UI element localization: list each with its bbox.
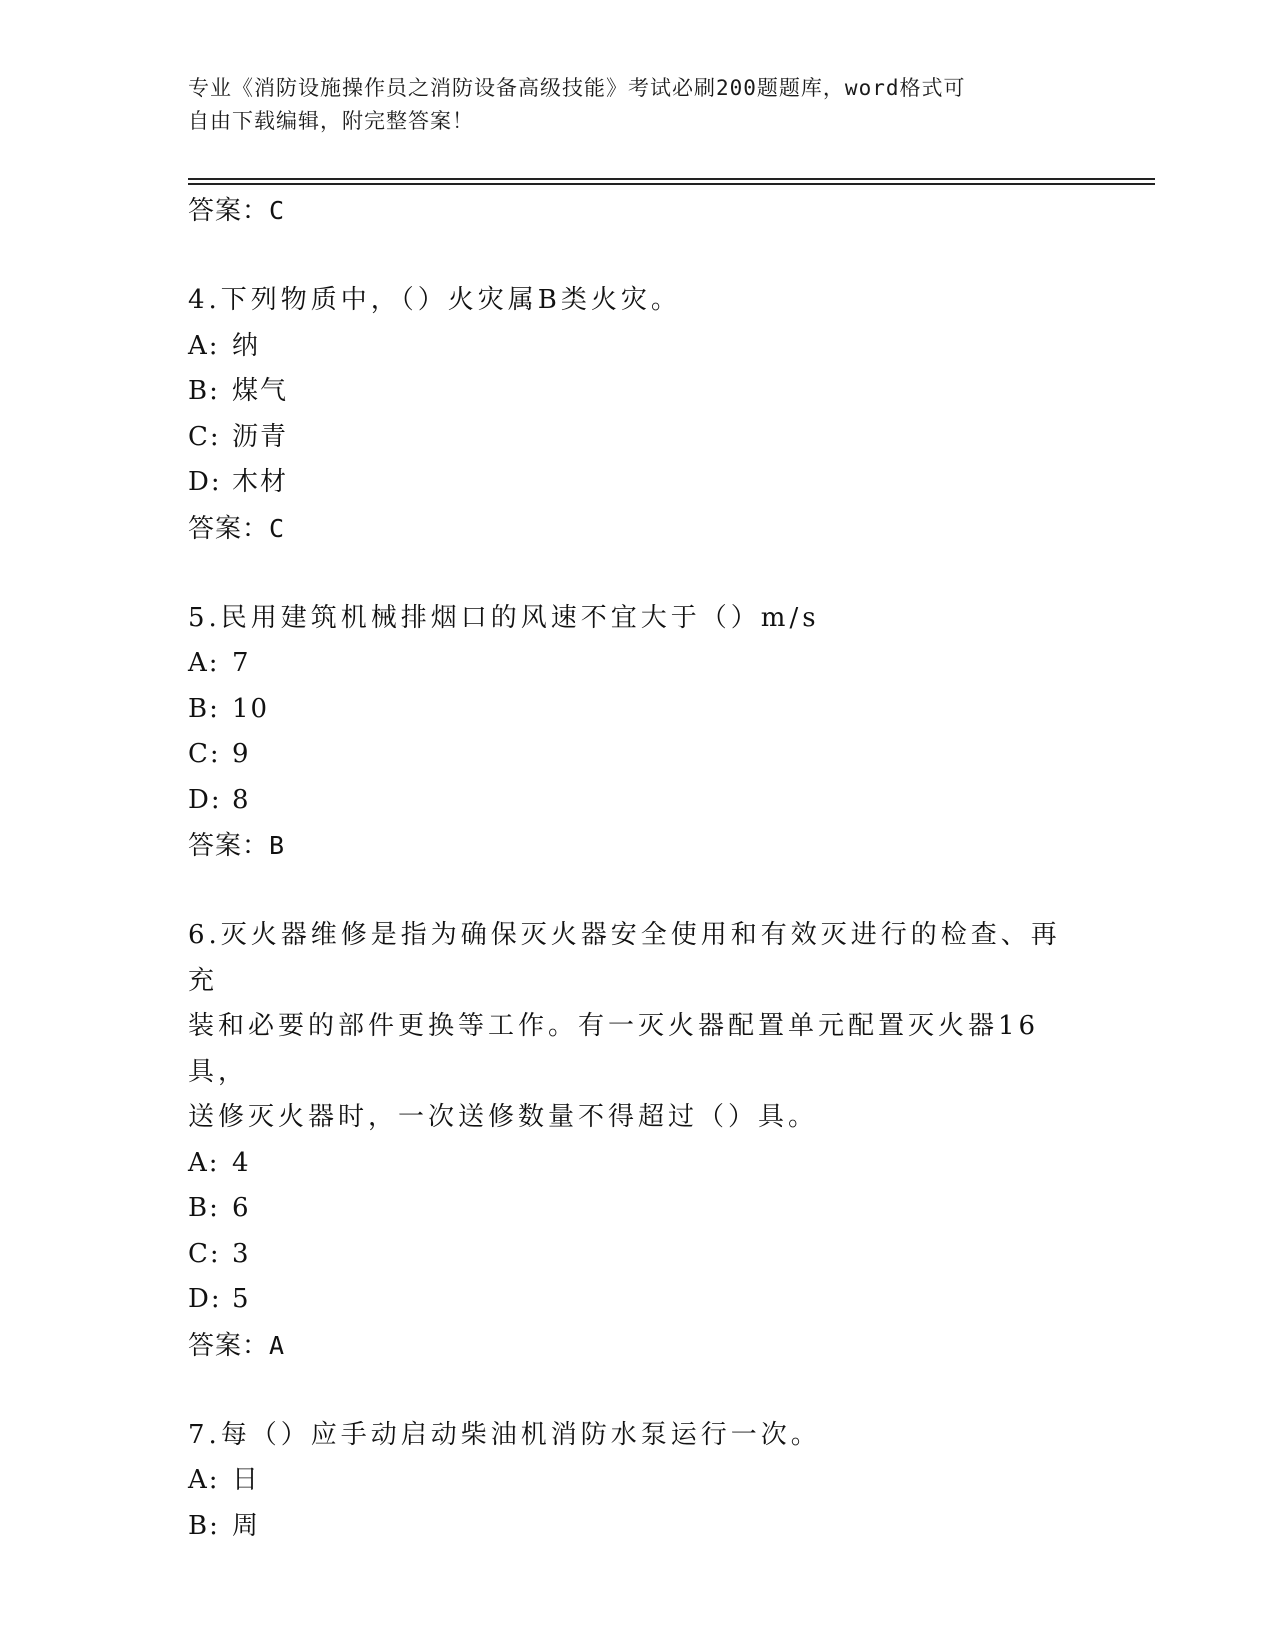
option-c (188, 732, 1088, 778)
question-stem-line-2: 装和必要的部件更换等工作。有一灭火器配置单元配置灭火器16具， (188, 1011, 1040, 1087)
option-b (188, 1504, 1088, 1550)
question-list (188, 188, 1088, 1549)
question-7 (188, 1413, 1088, 1550)
option-letter: A: (188, 1465, 220, 1495)
option-text: 6 (232, 1193, 251, 1223)
option-letter: D: (188, 784, 222, 815)
answer-label: 答案： (188, 1330, 270, 1361)
question-4 (188, 278, 1088, 551)
option-text: 7 (232, 648, 251, 678)
option-letter: B: (188, 1510, 220, 1541)
option-letter: B: (188, 693, 220, 724)
header-line-1: 专业《消防设施操作员之消防设备高级技能》考试必刷200题题库，word格式可 (188, 76, 966, 100)
option-b (188, 1186, 1088, 1232)
question-5 (188, 596, 1088, 869)
option-c (188, 415, 1088, 461)
option-letter: A: (188, 1147, 220, 1178)
option-text: 8 (232, 784, 251, 815)
option-letter: B: (188, 376, 220, 406)
option-letter: B: (188, 1193, 220, 1223)
option-text: 煤气 (232, 376, 289, 406)
option-b (188, 369, 1088, 415)
answer-label: 答案： (188, 196, 270, 226)
option-text: 周 (232, 1510, 261, 1541)
answer-label: 答案： (188, 831, 270, 861)
document-header (188, 72, 1068, 138)
option-letter: C: (188, 739, 221, 769)
question-6 (188, 913, 1088, 1368)
option-text: 9 (232, 739, 251, 769)
answer-value: B (269, 831, 286, 860)
option-d (188, 778, 1088, 824)
option-a (188, 1141, 1088, 1187)
option-letter: D: (188, 467, 222, 497)
option-letter: D: (188, 1284, 222, 1314)
answer-line (188, 506, 1088, 551)
question-stem: 7.每（）应手动启动柴油机消防水泵运行一次。 (188, 1419, 821, 1450)
option-text: 日 (232, 1465, 261, 1495)
answer-line (188, 188, 1088, 233)
option-text: 5 (232, 1284, 251, 1314)
option-d (188, 1277, 1088, 1323)
question-stem: 5.民用建筑机械排烟口的风速不宜大于（）m/s (188, 602, 820, 633)
answer-value: C (269, 513, 286, 543)
option-letter: A: (188, 648, 220, 678)
header-divider-bottom (188, 183, 1155, 185)
option-text: 沥青 (232, 421, 289, 452)
option-a (188, 641, 1088, 687)
option-letter: C: (188, 1238, 221, 1269)
question-stem-line-3: 送修灭火器时，一次送修数量不得超过（）具。 (188, 1102, 819, 1132)
header-divider-top (188, 178, 1155, 180)
question-stem: 4.下列物质中，（）火灾属B类火灾。 (188, 285, 681, 315)
header-line-2: 自由下载编辑，附完整答案！ (188, 109, 474, 133)
option-text: 3 (232, 1238, 251, 1269)
option-text: 4 (232, 1147, 251, 1178)
option-letter: C: (188, 421, 221, 452)
option-text: 纳 (232, 330, 261, 361)
answer-value: A (269, 1330, 286, 1360)
option-a (188, 324, 1088, 370)
answer-label: 答案： (188, 513, 270, 544)
answer-value: C (269, 196, 286, 225)
answer-line (188, 1323, 1088, 1368)
question-stem-line-1: 6.灭火器维修是指为确保灭火器安全使用和有效灭进行的检查、再充 (188, 920, 1061, 996)
option-text: 10 (232, 693, 270, 724)
option-b (188, 687, 1088, 733)
option-a (188, 1458, 1088, 1504)
option-d (188, 460, 1088, 506)
option-letter: A: (188, 330, 220, 361)
option-text: 木材 (232, 467, 289, 497)
answer-line (188, 823, 1088, 868)
option-c (188, 1232, 1088, 1278)
